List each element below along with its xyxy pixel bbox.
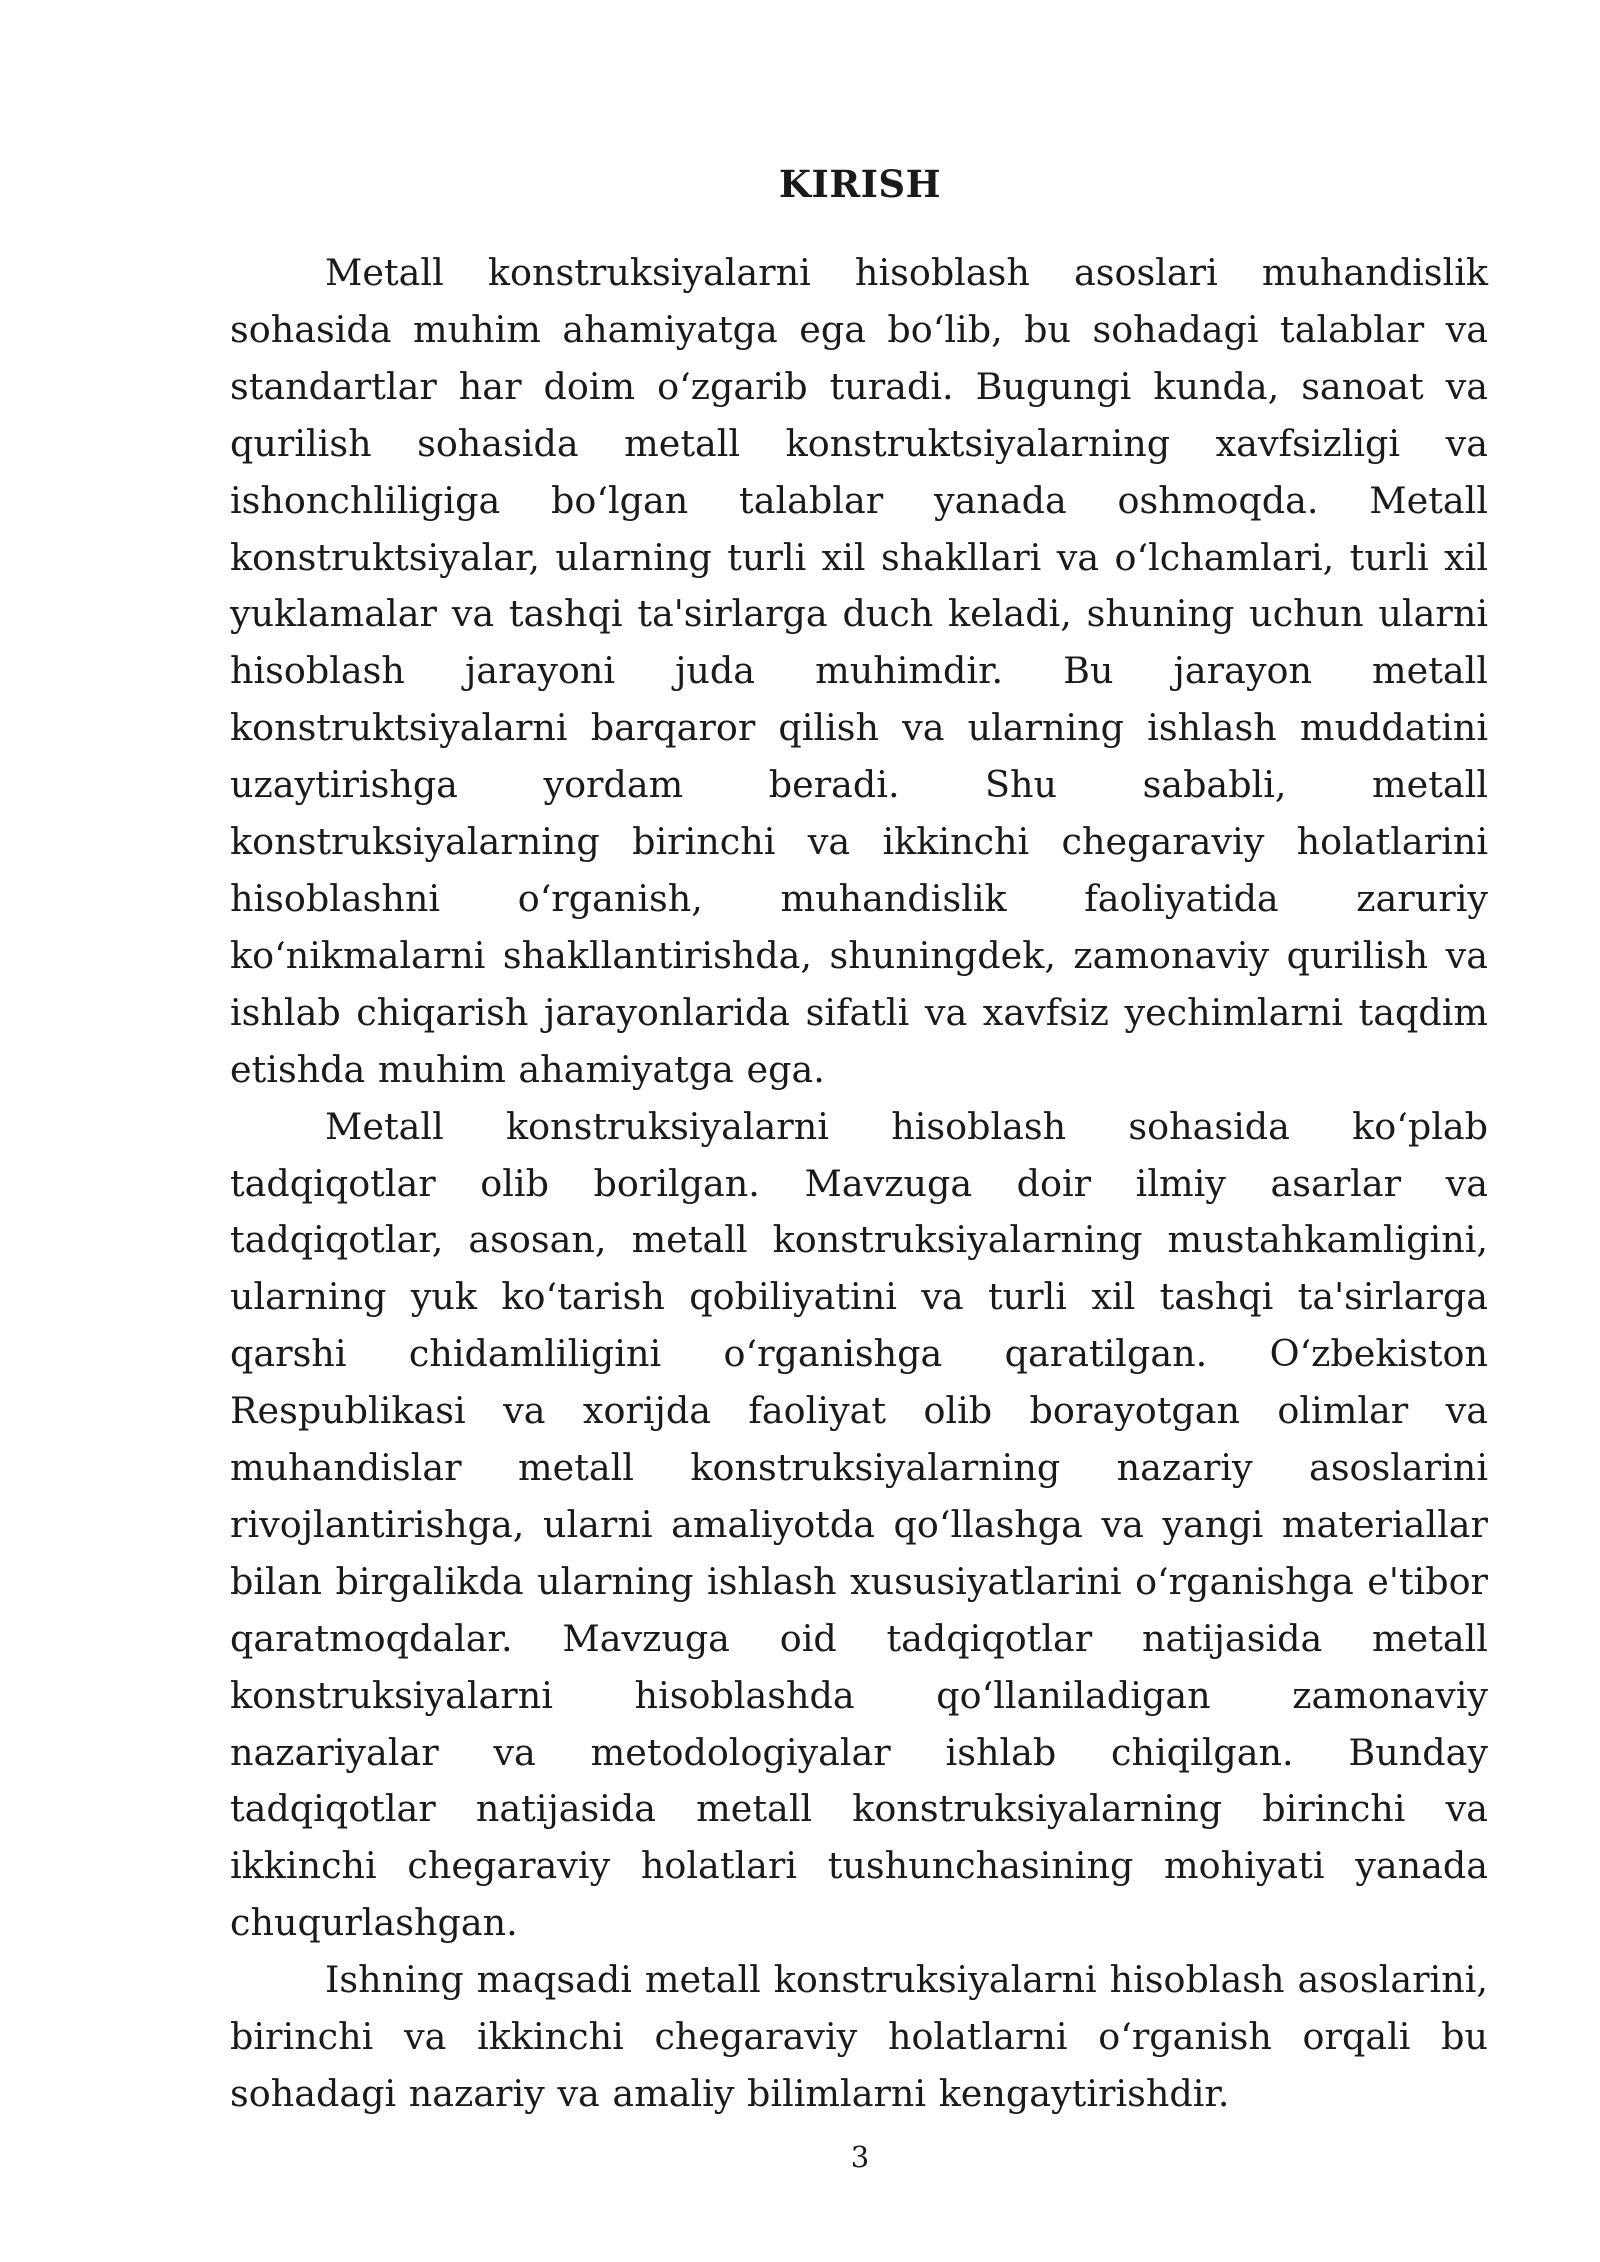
- body-text: [230, 245, 1488, 2123]
- page-number: 3: [850, 2140, 870, 2174]
- paragraph-research-review: Metall konstruksiyalarni hisoblash sohasida koʻplab tadqiqotlar olib borilgan. Mavzuga doir ilmiy asarlar va tadqiqotlar, asosan, metall konstruksiyalarning mustahkamligini, ularning yuk koʻtarish qobiliyatini va turli xil tashqi ta'sirlarga qarshi chidamliligini oʻrganishga qaratilgan. Oʻzbekiston Respublikasi va xorijda faoliyat olib borayotgan olimlar va muhandislar metall konstruksiyalarning nazariy asoslarini rivojlantirishga, ularni amaliyotda qoʻllashga va yangi materiallar bilan birgalikda ularning ishlash xususiyatlarini oʻrganishga e'tibor qaratmoqdalar. Mavzuga oid tadqiqotlar natijasida metall konstruksiyalarni hisoblashda qoʻllaniladigan zamonaviy nazariyalar va metodologiyalar ishlab chiqilgan. Bunday tadqiqotlar natijasida metall konstruksiyalarning birinchi va ikkinchi chegaraviy holatlari tushunchasining mohiyati yanada chuqurlashgan.: [230, 1104, 1488, 1945]
- paragraph-introduction: Metall konstruksiyalarni hisoblash asoslari muhandislik sohasida muhim ahamiyatga ega boʻlib, bu sohadagi talablar va standartlar har doim oʻzgarib turadi. Bugungi kunda, sanoat va qurilish sohasida metall konstruktsiyalarning xavfsizligi va ishonchliligiga boʻlgan talablar yanada oshmoqda. Metall konstruktsiyalar, ularning turli xil shakllari va oʻlchamlari, turli xil yuklamalar va tashqi ta'sirlarga duch keladi, shuning uchun ularni hisoblash jarayoni juda muhimdir. Bu jarayon metall konstruktsiyalarni barqaror qilish va ularning ishlash muddatini uzaytirishga yordam beradi. Shu sababli, metall konstruksiyalarning birinchi va ikkinchi chegaraviy holatlarini hisoblashni oʻrganish, muhandislik faoliyatida zaruriy koʻnikmalarni shakllantirishda, shuningdek, zamonaviy qurilish va ishlab chiqarish jarayonlarida sifatli va xavfsiz yechimlarni taqdim etishda muhim ahamiyatga ega.: [230, 251, 1488, 1091]
- page-title: KIRISH: [778, 162, 942, 206]
- paragraph-work-goal: Ishning maqsadi metall konstruksiyalarni hisoblash asoslarini, birinchi va ikkinchi chegaraviy holatlarni oʻrganish orqali bu sohadagi nazariy va amaliy bilimlarni kengaytirishdir.: [230, 1958, 1488, 2115]
